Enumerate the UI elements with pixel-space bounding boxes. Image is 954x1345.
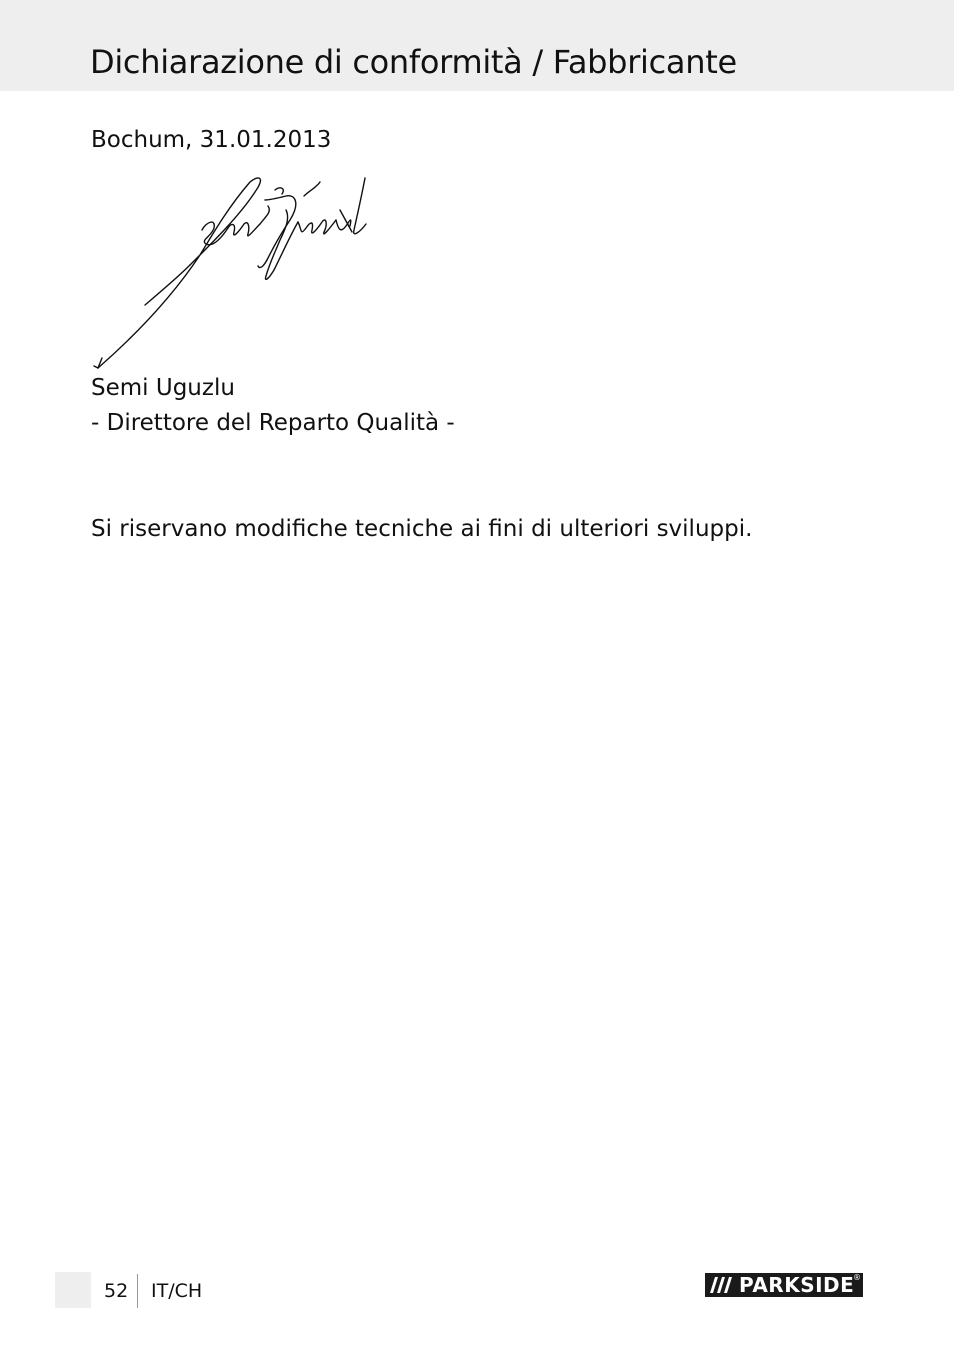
registered-mark: ® bbox=[853, 1273, 861, 1282]
brand-name: PARKSIDE bbox=[739, 1273, 855, 1297]
place-date: Bochum, 31.01.2013 bbox=[91, 127, 332, 153]
signature-image bbox=[90, 170, 380, 375]
technical-changes-notice: Si riservano modifiche tecniche ai fini di ulteriori sviluppi. bbox=[91, 516, 753, 542]
signer-name: Semi Uguzlu bbox=[91, 375, 235, 401]
logo-stripes-icon bbox=[708, 1273, 738, 1297]
footer-marker bbox=[55, 1272, 91, 1308]
page-title: Dichiarazione di conformità / Fabbricante bbox=[90, 43, 737, 81]
signer-role: - Direttore del Reparto Qualità - bbox=[91, 410, 455, 436]
language-code: IT/CH bbox=[151, 1280, 203, 1302]
footer-divider bbox=[137, 1274, 138, 1308]
page-number: 52 bbox=[104, 1280, 129, 1302]
parkside-logo bbox=[705, 1273, 863, 1297]
